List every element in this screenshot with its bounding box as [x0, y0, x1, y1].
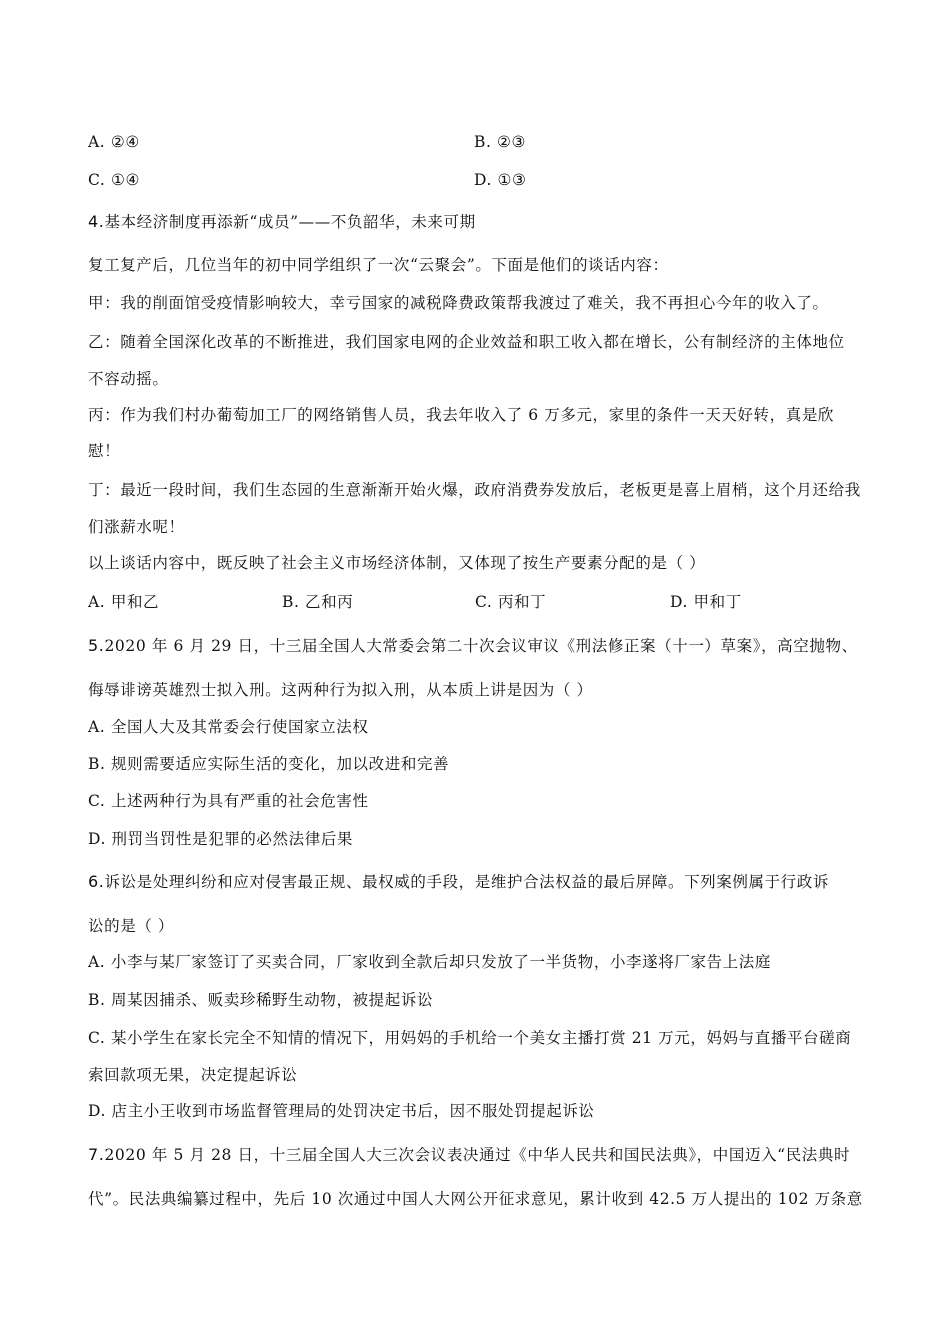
- q5-option-c: C. 上述两种行为具有严重的社会危害性: [88, 792, 369, 810]
- q4-option-a: A. 甲和乙: [88, 593, 160, 611]
- question-5-line: 侮辱诽谤英雄烈士拟入刑。这两种行为拟入刑，从本质上讲是因为（ ）: [88, 681, 593, 699]
- q3-option-d: D. ①③: [474, 171, 527, 189]
- q5-option-d: D. 刑罚当罚性是犯罪的必然法律后果: [88, 830, 354, 848]
- question-6-line: [88, 872, 829, 892]
- question-number: 5.: [88, 636, 105, 655]
- question-4-line: 慰！: [88, 442, 121, 460]
- question-text: 2020 年 5 月 28 日，十三届全国人大三次会议表决通过《中华人民共和国民法典》，中国迈入“民法典时: [104, 1146, 851, 1164]
- q5-option-b: B. 规则需要适应实际生活的变化，加以改进和完善: [88, 755, 450, 773]
- question-6-line: 讼的是（ ）: [88, 917, 175, 935]
- question-7-line: 代”。民法典编纂过程中，先后 10 次通过中国人大网公开征求意见，累计收到 42.5 万人提出的 102 万条意: [88, 1190, 863, 1208]
- q6-option-b: B. 周某因捕杀、贩卖珍稀野生动物，被提起诉讼: [88, 991, 434, 1009]
- q6-option-c: C. 某小学生在家长完全不知情的情况下，用妈妈的手机给一个美女主播打赏 21 万元，妈妈与直播平台磋商: [88, 1029, 852, 1047]
- question-4-line: 乙：随着全国深化改革的不断推进，我们国家电网的企业效益和职工收入都在增长，公有制经济的主体地位: [88, 333, 845, 351]
- question-4-line: 不容动摇。: [88, 370, 169, 388]
- q4-option-c: C. 丙和丁: [475, 593, 547, 611]
- q4-option-b: B. 乙和丙: [282, 593, 354, 611]
- q6-option-a: A. 小李与某厂家签订了买卖合同，厂家收到全款后却只发放了一半货物，小李遂将厂家告上法庭: [88, 953, 771, 971]
- question-4-line: 们涨薪水呢！: [88, 518, 185, 536]
- question-number: 4.: [88, 212, 105, 231]
- question-text: 诉讼是处理纠纷和应对侵害最正规、最权威的手段，是维护合法权益的最后屏障。下列案例属于行政诉: [104, 873, 829, 891]
- q6-option-d: D. 店主小王收到市场监督管理局的处罚决定书后，因不服处罚提起诉讼: [88, 1102, 595, 1120]
- question-7-line: [88, 1145, 850, 1165]
- q3-option-b: B. ②③: [474, 133, 527, 151]
- q3-option-a: A. ②④: [88, 133, 140, 151]
- question-number: 6.: [88, 872, 105, 891]
- q3-option-c: C. ①④: [88, 171, 140, 189]
- question-5-line: [88, 636, 858, 656]
- q5-option-a: A. 全国人大及其常委会行使国家立法权: [88, 718, 369, 736]
- question-4-prompt: 以上谈话内容中，既反映了社会主义市场经济体制，又体现了按生产要素分配的是（ ）: [88, 554, 706, 572]
- question-4-title: [88, 212, 476, 232]
- question-4-line: 丙：作为我们村办葡萄加工厂的网络销售人员，我去年收入了 6 万多元，家里的条件一天天好转，真是欣: [88, 406, 835, 424]
- question-4-line: 甲：我的削面馆受疫情影响较大，幸亏国家的减税降费政策帮我渡过了难关，我不再担心今年的收入了。: [88, 294, 829, 312]
- q6-option-c-continued: 索回款项无果，决定提起诉讼: [88, 1066, 298, 1084]
- question-4-line: 丁：最近一段时间，我们生态园的生意渐渐开始火爆，政府消费券发放后，老板更是喜上眉梢，这个月还给我: [88, 481, 861, 499]
- question-text: 2020 年 6 月 29 日，十三届全国人大常委会第二十次会议审议《刑法修正案（十一）草案》，高空抛物、: [104, 637, 858, 655]
- question-title: 基本经济制度再添新“成员”——不负韶华，未来可期: [104, 213, 476, 231]
- q4-option-d: D. 甲和丁: [670, 593, 742, 611]
- question-number: 7.: [88, 1145, 105, 1164]
- question-4-line: 复工复产后，几位当年的初中同学组织了一次“云聚会”。下面是他们的谈话内容：: [88, 256, 669, 274]
